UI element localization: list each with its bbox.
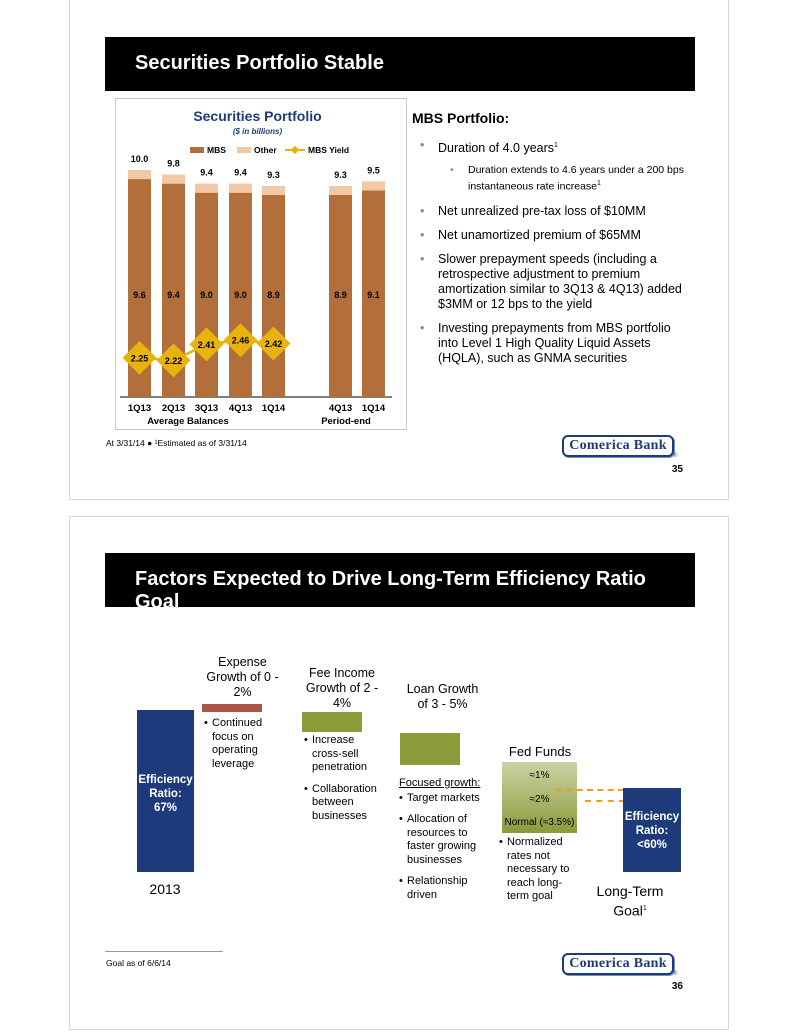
slide-title-bar: [105, 553, 695, 613]
mbs-bullets: [420, 138, 685, 375]
fed-dash-1: [556, 789, 624, 791]
page-number: 35: [671, 464, 683, 475]
expense-label: Expense Growth of 0 - 2%: [206, 655, 279, 699]
x-tick-label: 4Q13: [228, 403, 253, 414]
fed-list: [499, 836, 579, 912]
loan-item: • Relationship driven: [399, 875, 494, 902]
chart-title: Securities Portfolio: [193, 108, 322, 124]
loan-label: Loan Growth of 3 - 5%: [406, 682, 479, 711]
bar-total-label: 9.5: [367, 165, 380, 176]
focused-growth-label: Focused growth:: [399, 777, 481, 789]
bar-other: [362, 181, 385, 190]
yield-label: 2.22: [164, 355, 183, 366]
registered-mark: ®: [673, 971, 678, 977]
bar-other: [229, 184, 252, 193]
efficiency-2013-label: Efficiency Ratio: 67%: [138, 774, 193, 814]
loan-bar: [400, 733, 460, 765]
long-term-goal: Long-Term Goal$^1$: [596, 883, 664, 919]
comerica-logo: Comerica Bank: [562, 953, 674, 975]
fed-item: • Normalized rates not necessary to reach long-term goal: [499, 836, 579, 904]
efficiency-2013-bar: [137, 710, 194, 872]
bar-other: [128, 170, 151, 179]
bar-total-label: 10.0: [130, 154, 149, 164]
loan-item: • Target markets: [399, 792, 494, 806]
bar-mbs-label: 9.4: [167, 290, 180, 300]
group-label-avg: Average Balances: [147, 416, 229, 427]
x-tick-label: 1Q13: [127, 403, 152, 414]
bar-other: [329, 186, 352, 195]
fee-item: • Collaboration between businesses: [304, 783, 384, 824]
fed-rate-3: Normal (≈3.5%): [504, 817, 575, 828]
bar-other: [162, 175, 185, 184]
loan-list: [399, 777, 494, 910]
bar-mbs-label: 9.0: [200, 290, 213, 300]
bar-mbs-label: 8.9: [267, 290, 280, 300]
efficiency-goal-bar: [623, 788, 681, 872]
footnote-rule: [105, 951, 223, 952]
bullet-premium: • Net unamortized premium of $65MM: [420, 228, 685, 243]
mbs-heading: MBS Portfolio:: [412, 110, 510, 126]
group-label-end: Period-end: [321, 416, 371, 427]
bar-total-label: 9.3: [334, 169, 347, 180]
bullet-investing: • Investing prepayments from MBS portfolio into Level 1 High Quality Liquid Assets (HQLA), such as GNMA securities: [420, 321, 685, 366]
bar-mbs-label: 9.6: [133, 290, 146, 300]
fed-funds-label: Fed Funds: [508, 744, 572, 759]
fee-label: Fee Income Growth of 2 - 4%: [305, 666, 379, 710]
expense-bar: [202, 704, 262, 712]
fed-funds-bar: [502, 762, 577, 833]
bar-mbs-label: 8.9: [334, 290, 347, 300]
bar-total-label: 9.4: [200, 167, 213, 178]
bar-other: [262, 186, 285, 195]
x-tick-label: 1Q14: [361, 403, 386, 414]
expense-item: • Continued focus on operating leverage: [204, 717, 284, 771]
footnote: Goal as of 6/6/14: [106, 958, 171, 968]
bullet-duration: • Duration of 4.0 years$^1$: [420, 138, 685, 156]
x-tick-label: 4Q13: [328, 403, 353, 414]
yield-label: 2.42: [264, 339, 283, 350]
fee-item: • Increase cross-sell penetration: [304, 734, 384, 775]
legend-other: Other: [237, 145, 277, 155]
yield-label: 2.41: [197, 339, 216, 350]
x-tick-label: 2Q13: [161, 403, 186, 414]
fed-rate-2: ≈2%: [529, 794, 550, 805]
slide-title: Securities Portfolio Stable: [135, 52, 384, 74]
x-tick-label: 1Q14: [261, 403, 286, 414]
bar-other: [195, 184, 218, 193]
bullet-unrealized: • Net unrealized pre-tax loss of $10MM: [420, 204, 685, 219]
legend-mbs: MBS: [190, 145, 226, 155]
bar-mbs-label: 9.1: [367, 290, 380, 300]
x-tick-label: 3Q13: [194, 403, 219, 414]
yield-label: 2.46: [231, 335, 250, 346]
sub-bullet-duration: • Duration extends to 4.6 years under a 200 bps instantaneous rate increase$^1$: [420, 163, 685, 194]
fed-dash-2: [585, 800, 625, 802]
bar-total-label: 9.4: [234, 167, 247, 178]
footnote: At 3/31/14 ● ¹Estimated as of 3/31/14: [106, 438, 247, 448]
page-number: 36: [671, 981, 683, 992]
fee-list: [304, 734, 384, 831]
expense-list: [204, 717, 284, 779]
year-2013: 2013: [149, 881, 181, 897]
comerica-logo: Comerica Bank: [562, 435, 674, 457]
slide-title: Factors Expected to Drive Long-Term Efficiency Ratio Goal: [135, 568, 646, 613]
fee-bar: [302, 712, 362, 732]
bar-total-label: 9.3: [267, 169, 280, 180]
fed-rate-1: ≈1%: [529, 770, 550, 781]
efficiency-goal-label: Efficiency Ratio: <60%: [624, 811, 680, 851]
yield-label: 2.25: [130, 353, 149, 364]
bullet-prepayment: • Slower prepayment speeds (including a retrospective adjustment to premium amortization similar to 3Q13 & 4Q13) added $3MM or 12 bps to the yield: [420, 252, 685, 312]
legend-yield: MBS Yield: [285, 145, 349, 155]
chart-subtitle: ($ in billions): [232, 127, 283, 136]
bar-mbs-label: 9.0: [234, 290, 247, 300]
loan-item: • Allocation of resources to faster growing businesses: [399, 813, 494, 867]
bar-total-label: 9.8: [167, 158, 180, 169]
registered-mark: ®: [673, 453, 678, 459]
